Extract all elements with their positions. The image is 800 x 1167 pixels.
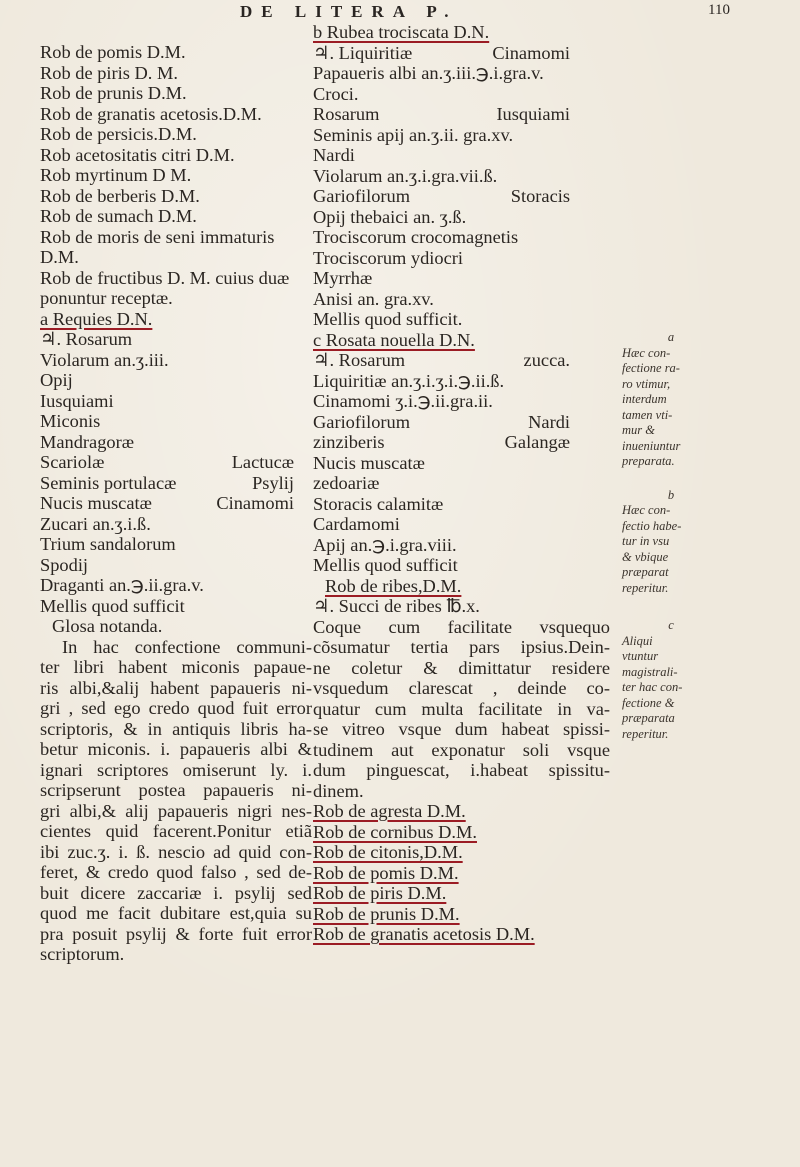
- text-line: Iusquiami: [40, 390, 114, 411]
- text-line-part: Storacis: [510, 186, 570, 206]
- text-line: [313, 432, 610, 453]
- margin-note-line: fectione ra-: [622, 361, 680, 375]
- text-line: [313, 104, 610, 125]
- text-line: Papaueris albi an.ʒ.iii.℈.i.gra.v.: [313, 63, 544, 83]
- recipe-heading: Rob de ribes,D.M.: [325, 575, 462, 596]
- text-line: Rob de sumach D.M.: [40, 206, 197, 226]
- text-line: zedoariæ: [313, 473, 380, 493]
- text-line: Mellis quod sufficit: [40, 595, 185, 616]
- margin-note: [622, 330, 720, 470]
- text-line: [40, 493, 312, 514]
- text-line: se vitreo vsque dum habeat spissi-: [313, 719, 610, 739]
- text-line-part: ♃. Liquiritiæ: [313, 42, 413, 63]
- text-line: Rob de fructibus D. M. cuius duæ: [40, 267, 290, 288]
- text-line: Opij: [40, 370, 73, 390]
- text-line: [313, 186, 610, 207]
- left-text-column: [40, 42, 312, 965]
- text-line: quatur cum multa facilitate in va-: [313, 698, 610, 719]
- text-line: Glosa notanda.: [52, 616, 163, 636]
- text-line-part: Cinamomi: [492, 42, 570, 63]
- text-line-part: Rosarum: [313, 104, 380, 124]
- margin-note-line: ter hac con-: [622, 680, 683, 694]
- margin-note-line: fectio habe-: [622, 518, 682, 533]
- text-line-part: Gariofilorum: [313, 186, 411, 206]
- margin-note-line: vtuntur: [622, 649, 659, 663]
- text-line-part: Nucis muscatæ: [40, 493, 152, 513]
- text-line: Nucis muscatæ: [313, 452, 425, 473]
- text-line-part: Galangæ: [504, 432, 570, 452]
- margin-note-line: inueniuntur: [622, 438, 681, 453]
- text-line: ♃. Succi de ribes ℔.x.: [313, 596, 480, 616]
- text-line: feret, & credo quod falso , sed de-: [40, 862, 312, 882]
- folio-number: 110: [708, 2, 730, 18]
- note-marker: a: [667, 330, 675, 344]
- text-line: tudinem aut exponatur soli vsque: [313, 739, 610, 760]
- text-line: scripserunt postea papaueris ni-: [40, 780, 312, 800]
- text-line: Trociscorum ydiocri: [313, 247, 464, 268]
- text-line: Trociscorum crocomagnetis: [313, 227, 519, 247]
- text-line: Rob de pomis D.M.: [40, 42, 186, 62]
- text-line: Mellis quod sufficit: [313, 555, 458, 575]
- text-line: Nardi: [313, 145, 355, 165]
- text-line: Rob myrtinum D M.: [40, 165, 192, 185]
- text-line-part: Gariofilorum: [313, 411, 411, 432]
- margin-note-line: preparata.: [622, 454, 675, 468]
- recipe-heading: a Requies D.N.: [40, 308, 153, 329]
- text-line: ♃. Rosarum: [40, 329, 133, 349]
- text-line-part: Cinamomi: [216, 493, 294, 513]
- text-line: dum pinguescat, i.habeat spissitu-: [313, 760, 610, 780]
- text-line: cõsumatur tertia pars ipsius.Dein-: [313, 637, 610, 657]
- text-line: cientes quid facerent.Ponitur etiã: [40, 821, 312, 841]
- text-line: buit dicere zaccariæ i. psylij sed: [40, 882, 312, 903]
- recipe-heading: Rob de citonis,D.M.: [313, 842, 463, 862]
- text-line: Seminis apij an.ʒ.ii. gra.xv.: [313, 124, 514, 145]
- note-marker: b: [667, 487, 675, 502]
- margin-note-line: & vbique: [622, 549, 669, 564]
- text-line: Rob de berberis D.M.: [40, 185, 200, 206]
- text-line: vsquedum clarescat , deinde co-: [313, 678, 610, 698]
- text-line: ponuntur receptæ.: [40, 288, 173, 308]
- text-line: pra posuit psylij & forte fuit error: [40, 923, 312, 944]
- margin-note-line: fectione &: [622, 695, 675, 710]
- text-line: Mandragoræ: [40, 431, 134, 452]
- margin-note-line: interdum: [622, 392, 667, 406]
- recipe-heading: Rob de pomis D.M.: [313, 862, 459, 883]
- text-line: Mellis quod sufficit.: [313, 309, 463, 329]
- text-line: gri , sed ego credo quod fuit error: [40, 698, 312, 718]
- margin-note-line: ro vtimur,: [622, 376, 671, 391]
- text-line: Rob de persicis.D.M.: [40, 124, 197, 144]
- note-marker: c: [668, 618, 674, 632]
- recipe-heading: Rob de cornibus D.M.: [313, 821, 477, 842]
- text-line: Cinamomi ʒ.i.℈.ii.gra.ii.: [313, 391, 493, 411]
- running-head: DE LITERA P.: [240, 2, 458, 21]
- text-line: In hac confectione communi-: [62, 636, 312, 657]
- margin-note-line: Hæc con-: [622, 503, 671, 517]
- text-line: ne coletur & dimittatur residere: [313, 657, 610, 678]
- text-line: scriptoris, & in antiquis libris ha-: [40, 718, 312, 739]
- margin-note-line: præparata: [622, 711, 675, 725]
- text-line-part: Scariolæ: [40, 452, 105, 472]
- text-line: Coque cum facilitate vsquequo: [313, 616, 610, 637]
- margin-note-line: mur &: [622, 423, 655, 437]
- text-line: betur miconis. i. papaueris albi &: [40, 739, 312, 759]
- recipe-heading: Rob de prunis D.M.: [313, 903, 460, 924]
- text-line: ignari scriptores omiserunt ly. i.: [40, 759, 312, 780]
- text-line-part: zinziberis: [313, 432, 385, 452]
- text-line: [40, 452, 312, 473]
- text-line: Violarum an.ʒ.iii.: [40, 349, 169, 370]
- margin-note-line: magistrali-: [622, 664, 678, 679]
- text-line: [40, 473, 312, 494]
- text-line-part: Nardi: [528, 411, 570, 432]
- text-line: Cardamomi: [313, 514, 400, 534]
- margin-note: [622, 618, 720, 742]
- margin-note-line: reperitur.: [622, 580, 669, 595]
- recipe-heading: Rob de granatis acetosis D.M.: [313, 924, 535, 944]
- text-line-part: zucca.: [523, 350, 570, 370]
- middle-text-column: [313, 22, 610, 945]
- text-line: [313, 350, 610, 371]
- text-line-part: Psylij: [252, 472, 294, 493]
- text-line-part: Iusquiami: [496, 104, 570, 124]
- margin-note-line: Aliqui: [622, 633, 653, 648]
- recipe-heading: Rob de piris D.M.: [313, 883, 447, 903]
- text-line: Myrrhæ: [313, 268, 373, 288]
- margin-note-line: præparat: [622, 565, 669, 579]
- recipe-heading: Rob de agresta D.M.: [313, 801, 466, 821]
- margin-note: [622, 488, 720, 597]
- text-line: Anisi an. gra.xv.: [313, 288, 434, 309]
- text-line: Opij thebaici an. ʒ.ß.: [313, 206, 467, 227]
- margin-note-line: Hæc con-: [622, 345, 671, 360]
- text-line: ibi zuc.ʒ. i. ß. nescio ad quid con-: [40, 841, 312, 862]
- margin-note-line: tur in vsu: [622, 534, 670, 548]
- text-line: [313, 43, 610, 64]
- text-line: Draganti an.℈.ii.gra.v.: [40, 575, 204, 595]
- margin-note-line: reperitur.: [622, 726, 669, 741]
- text-line-part: Seminis portulacæ: [40, 472, 177, 493]
- text-line: Zucari an.ʒ.i.ß.: [40, 513, 151, 534]
- text-line: Trium sandalorum: [40, 534, 176, 554]
- text-line: scriptorum.: [40, 944, 125, 964]
- text-line: ris albi,&alij habent papaueris ni-: [40, 677, 312, 698]
- text-line: Croci.: [313, 83, 359, 104]
- text-line: Miconis: [40, 411, 101, 431]
- text-line: Rob de prunis D.M.: [40, 83, 187, 103]
- text-line: Violarum an.ʒ.i.gra.vii.ß.: [313, 165, 498, 186]
- text-line: Spodij: [40, 554, 89, 575]
- text-line: ter libri habent miconis papaue-: [40, 657, 312, 677]
- recipe-heading: c Rosata nouella D.N.: [313, 329, 475, 350]
- text-line: D.M.: [40, 247, 79, 267]
- text-line: dinem.: [313, 780, 364, 801]
- text-line: gri albi,& alij papaueris nigri nes-: [40, 800, 312, 821]
- text-line: Storacis calamitæ: [313, 493, 444, 514]
- text-line-part: Lactucæ: [231, 452, 294, 472]
- recipe-heading: b Rubea trociscata D.N.: [313, 22, 490, 42]
- margin-note-line: tamen vti-: [622, 407, 673, 422]
- text-line: Liquiritiæ an.ʒ.i.ʒ.i.℈.ii.ß.: [313, 370, 505, 391]
- text-line: Rob acetositatis citri D.M.: [40, 144, 235, 165]
- text-line: Apij an.℈.i.gra.viii.: [313, 534, 457, 555]
- text-line: quod me facit dubitare est,quia su: [40, 903, 312, 923]
- margin-notes-column: [622, 330, 720, 760]
- text-line: Rob de moris de seni immaturis: [40, 226, 275, 247]
- text-line: [313, 412, 610, 433]
- text-line: Rob de piris D. M.: [40, 62, 178, 83]
- text-line-part: ♃. Rosarum: [313, 350, 406, 370]
- text-line: Rob de granatis acetosis.D.M.: [40, 103, 262, 124]
